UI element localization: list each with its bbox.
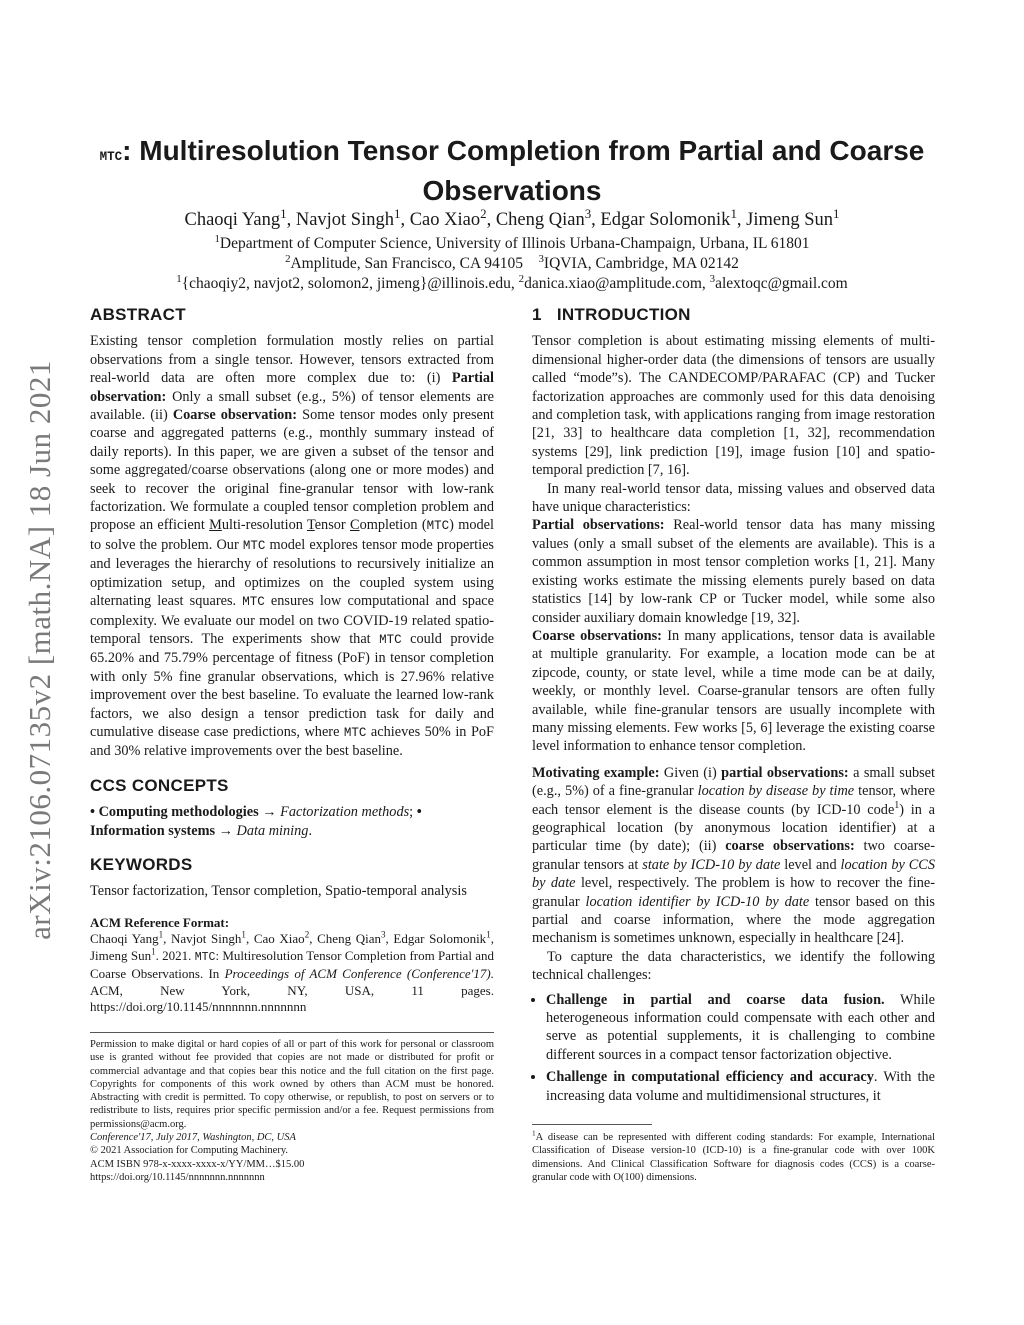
author: Chaoqi Yang <box>184 210 281 230</box>
footnote: $^1$A disease can be represented with different coding standards: For example, International Classification of Disease version-10 (ICD-10) is a fine-granular code with over 100K dimensions. And Clinical Classification Software for diagnosis codes (CCS) is a coarse-granular code with O(100) dimensions. <box>532 1124 935 1184</box>
list-item: • Challenge in partial and coarse data fusion. While heterogeneous information could compensate with each other and serve as potential supplements, it is challenging to combine different sources in a compact tensor factorization objective. <box>546 991 935 1065</box>
intro-paragraph: Coarse observations: In many applications, tensor data is available at multiple granularity. For example, a location mode can be at zipcode, county, or state level, while a time mode can be at daily, weekly, or monthly level. Coarse-granular tensors are often fully available, while fine-granular tensors are usually incomplete with many missing elements. Few works [5, 6] leverage the existing coarse level information to enhance tensor completion. <box>532 627 935 755</box>
right-column <box>532 306 935 1109</box>
abstract-heading: ABSTRACT <box>90 305 186 324</box>
challenge-list <box>532 991 935 1105</box>
author: Navjot Singh <box>295 210 394 230</box>
introduction-heading: 1 INTRODUCTION <box>532 305 691 324</box>
reference-heading: ACM Reference Format: <box>90 914 230 930</box>
isbn: ACM ISBN 978-x-xxxx-xxxx-x/YY/MM…$15.00 <box>90 1158 305 1170</box>
intro-paragraph: Partial observations: Real-world tensor data has many missing values (only a small subset of the elements are available). This is a common assumption in most tensor completion works [1, 21]. Many existing works estimate the missing elements purely based on data statistics [14] by low-rank CP or Tucker model, while some also consider auxiliary domain knowledge [19, 32]. <box>532 517 936 626</box>
intro-paragraph: In many real-world tensor data, missing values and observed data have unique characteristics: <box>532 480 935 516</box>
affiliation-line-2: $^2$Amplitude, San Francisco, CA 94105 $^3$IQVIA, Cambridge, MA 02142 <box>285 252 739 272</box>
arxiv-identifier: arXiv:2106.07135v2 [math.NA] 18 Jun 2021 <box>22 360 57 940</box>
ccs-heading: CCS CONCEPTS <box>90 775 229 795</box>
permission-text: Permission to make digital or hard copies of all or part of this work for personal or classroom use is granted without fee provided that copies are not made or distributed for profit or commercial advantage and that copies bear this notice and the full citation on the first page. Copyrights for components of this work owned by others than ACM must be honored. Abstracting with credit is permitted. To copy otherwise, or republish, to post on servers or to redistribute to lists, requires prior specific permission and/or a fee. Request permissions from permissions@acm.org. <box>90 1039 494 1130</box>
author-emails: $^1${chaoqiy2, navjot2, solomon2, jimeng}@illinois.edu, $^2$danica.xiao@amplitude.com, $^3$alextoqc@gmail.com <box>176 272 848 292</box>
author: Cheng Qian <box>495 210 585 230</box>
intro-paragraph: Tensor completion is about estimating missing elements of multi-dimensional higher-order data (the dimensions of tensors are usually called “mode”s). The CANDECOMP/PARAFAC (CP) and Tucker factorization approaches are commonly used for this data denoising and completion task, with applications ranging from image restoration [21, 33] to healthcare data completion [1, 32], recommendation systems [29], link prediction [19], image fusion [10] and spatio-temporal prediction [7, 16]. <box>532 333 935 479</box>
permission-block <box>90 1032 494 1184</box>
list-item: • Challenge in computational efficiency and accuracy. With the increasing data volume and multidimensional structures, it <box>546 1068 935 1105</box>
paper-title: MTC: Multiresolution Tensor Completion from Partial and Coarse Observations <box>99 135 925 206</box>
motivating-example: Motivating example: Given (i) partial observations: a small subset (e.g., 5%) of a fine-granular location by disease by time tensor, where each tensor element is the disease counts (by ICD-10 code$^1$) in a geographical location (by anonymous location identifier) at a particular time (by date); (ii) coarse observations: two coarse-granular tensors at state by ICD-10 by date level and location by CCS by date level, respectively. The problem is how to recover the fine-granular location identifier by ICD-10 by date tensor based on this partial and coarse information, where the mode aggregation mechanism is sometimes unknown, especially in healthcare [24]. <box>532 764 936 947</box>
copyright: © 2021 Association for Computing Machinery. <box>90 1145 289 1157</box>
author-list: Chaoqi Yang$^1$, Navjot Singh$^1$, Cao Xiao$^2$, Cheng Qian$^3$, Edgar Solomonik$^1$, Jimeng Sun$^1$ <box>184 205 840 230</box>
acm-reference-format: ACM Reference Format: Chaoqi Yang$^1$, Navjot Singh$^1$, Cao Xiao$^2$, Cheng Qian$^3$, Edgar Solomonik$^1$, Jimeng Sun$^1$. 2021. MTC: Multiresolution Tensor Completion from Partial and Coarse Observations. In Proceedings of ACM Conference (Conference'17). ACM, New York, NY, USA, 11 pages. https://doi.org/10.1145/nnnnnnn.nnnnnnn <box>90 914 494 1015</box>
keywords-text: Tensor factorization, Tensor completion, Spatio-temporal analysis <box>90 883 467 900</box>
left-column <box>90 306 494 1016</box>
author: Edgar Solomonik <box>600 210 731 230</box>
abstract-text: Existing tensor completion formulation mostly relies on partial observations from a single tensor. However, tensors extracted from real-world data are often more complex due to: (i) Partial observation: Only a small subset (e.g., 5%) of tensor elements are available. (ii) Coarse observation: Some tensor modes only present coarse and aggregated patterns (e.g., monthly summary instead of daily reports). In this paper, we are given a subset of the tensor and some aggregated/coarse observations (along one or more modes) and seek to recover the original fine-granular tensor with low-rank factorization. We formulate a coupled tensor completion problem and propose an efficient Multi-resolution Tensor Completion (MTC) model to solve the problem. Our MTC model explores tensor mode properties and leverages the hierarchy of resolutions to recursively initialize an optimization setup, and optimizes on the coupled system using alternating least squares. MTC ensures low computational and space complexity. We evaluate our model on two COVID-19 related spatio-temporal tensors. The experiments show that MTC could provide 65.20% and 75.79% percentage of fitness (PoF) in tensor completion with only 5% fine granular observations, which is 27.96% relative improvement over the best baseline. To evaluate the learned low-rank factors, we also design a tensor prediction task for daily and cumulative disease case predictions, where MTC achieves 50% in PoF and 30% relative improvements over the best baseline. <box>90 333 494 760</box>
intro-paragraph: To capture the data characteristics, we identify the following technical challenges: <box>532 948 935 984</box>
conference-info: Conference'17, July 2017, Washington, DC, USA <box>90 1132 296 1144</box>
arxiv-sidebar-stamp <box>18 330 62 970</box>
author: Jimeng Sun <box>746 210 834 230</box>
ccs-text: • Computing methodologies → Factorization methods; • Information systems → Data mining. <box>90 804 422 839</box>
author: Cao Xiao <box>409 210 481 230</box>
affiliation-line-1: $^1$Department of Computer Science, University of Illinois Urbana-Champaign, Urbana, IL 61801 <box>214 232 810 252</box>
doi: https://doi.org/10.1145/nnnnnnn.nnnnnnn <box>90 1171 265 1183</box>
keywords-heading: KEYWORDS <box>90 854 193 874</box>
